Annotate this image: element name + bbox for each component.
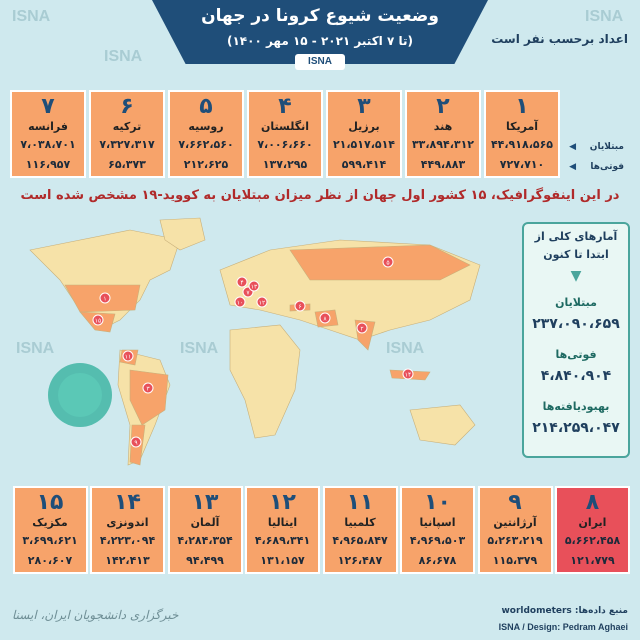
country-deaths: ۱۱۶،۹۵۷: [25, 158, 71, 171]
country-name: مکزیک: [32, 516, 68, 529]
marker-number: ۱۴: [404, 371, 412, 379]
country-cases: ۷،۰۰۶،۶۶۰: [257, 138, 313, 151]
country-deaths: ۵۹۹،۴۱۴: [341, 158, 387, 171]
top-countries-strip: [10, 90, 630, 178]
country-card: [90, 486, 165, 574]
country-card: [168, 486, 243, 574]
country-cases: ۲۱،۵۱۷،۵۱۴: [332, 138, 396, 151]
country-cases: ۴،۹۶۹،۵۰۳: [409, 534, 466, 547]
country-rank: ۱۱: [346, 490, 374, 515]
country-rank: ۱۴: [114, 490, 141, 515]
country-deaths: ۱۳۷،۲۹۵: [262, 158, 308, 171]
country-name: آمریکا: [505, 120, 539, 133]
country-cases: ۳۳،۸۹۴،۳۱۲: [411, 138, 475, 151]
country-cases: ۴۴،۹۱۸،۵۶۵: [490, 138, 554, 151]
country-rank: ۱۰: [424, 490, 451, 515]
country-cases: ۴،۲۸۴،۳۵۴: [177, 534, 233, 547]
total-deaths-value: ۴،۸۴۰،۹۰۴: [540, 368, 612, 384]
country-name: فرانسه: [28, 120, 68, 133]
source-note: منبع داده‌ها: worldometers: [501, 606, 628, 616]
agency-logo-text: خبرگزاری دانشجویان ایران، ایسنا: [12, 608, 179, 622]
country-name: انگلستان: [261, 120, 309, 133]
country-deaths: ۲۸۰،۶۰۷: [27, 554, 73, 567]
country-cases: ۵،۲۶۳،۲۱۹: [487, 534, 543, 547]
total-recovered-label: بهبودیافته‌ها: [542, 400, 610, 413]
page-title: وضعیت شیوع کرونا در جهان: [201, 6, 439, 26]
country-deaths: ۱۴۲،۴۱۳: [105, 554, 150, 567]
deaths-row-label: فوتی‌ها: [590, 162, 624, 172]
country-rank: ۹: [508, 490, 522, 515]
marker-number: ۹: [134, 439, 138, 447]
country-deaths: ۱۳۱،۱۵۷: [260, 554, 305, 567]
marker-number: ۱۰: [236, 299, 244, 307]
marker-number: ۴: [240, 279, 244, 287]
watermark: ISNA: [12, 8, 51, 25]
total-recovered-value: ۲۱۴،۲۵۹،۰۴۷: [532, 420, 620, 436]
world-map: [10, 210, 510, 490]
marker-number: ۶: [298, 303, 302, 311]
country-card: [555, 486, 630, 574]
map-marker: [131, 437, 141, 447]
country-name: ترکیه: [112, 120, 142, 133]
country-card: [13, 486, 88, 574]
marker-number: ۵: [386, 259, 390, 267]
australia-shape: [410, 405, 475, 445]
country-deaths: ۲۱۲،۶۲۵: [183, 158, 229, 171]
country-card: [89, 90, 165, 178]
watermark: ISNA: [104, 48, 143, 65]
country-name: آلمان: [190, 516, 220, 529]
stats-heading-line2: ابتدا تا کنون: [543, 248, 609, 261]
country-name: آرژانتین: [493, 516, 537, 529]
watermark: ISNA: [585, 8, 624, 25]
map-marker: [257, 297, 267, 307]
marker-number: ۱۵: [94, 317, 102, 325]
country-deaths: ۱۲۱،۷۷۹: [570, 554, 615, 567]
map-marker: [295, 301, 305, 311]
country-rank: ۵: [199, 94, 213, 119]
isna-badge: ISNA: [295, 54, 345, 70]
bottom-countries-strip: [10, 486, 630, 574]
total-deaths-label: فوتی‌ها: [555, 348, 597, 361]
watermark: ISNA: [180, 340, 219, 357]
deaths-arrow-icon: ◀: [569, 162, 576, 172]
stats-heading-line1: آمارهای کلی از: [534, 230, 618, 243]
country-name: کلمبیا: [344, 516, 376, 529]
country-deaths: ۷۲۷،۷۱۰: [499, 158, 545, 171]
country-deaths: ۱۱۵،۳۷۹: [492, 554, 538, 567]
country-rank: ۴: [278, 94, 292, 119]
description: در این اینفوگرافیک، ۱۵ کشور اول جهان از نظر میزان مبتلایان به کووید-۱۹ مشخص شده است: [20, 188, 620, 203]
marker-number: ۳: [146, 385, 150, 393]
map-marker: [123, 351, 133, 361]
map-marker: [100, 293, 110, 303]
chevron-down-icon: ▼: [570, 268, 582, 284]
marker-number: ۲: [360, 325, 364, 333]
country-name: برزیل: [348, 120, 380, 133]
map-marker: [235, 297, 245, 307]
country-rank: ۷: [41, 94, 55, 119]
map-marker: [383, 257, 393, 267]
country-card: [484, 90, 560, 178]
country-deaths: ۴۴۹،۸۸۳: [420, 158, 466, 171]
country-rank: ۱: [515, 94, 529, 119]
country-cases: ۴،۲۲۳،۰۹۴: [99, 534, 156, 547]
country-card: [323, 486, 398, 574]
country-rank: ۸: [585, 490, 600, 515]
map-marker: [403, 369, 413, 379]
country-deaths: ۶۵،۳۷۳: [108, 158, 146, 171]
units-note: اعداد برحسب نفر است: [491, 32, 628, 46]
marker-number: ۸: [323, 315, 327, 323]
country-deaths: ۱۲۶،۴۸۷: [337, 554, 383, 567]
watermark: ISNA: [386, 340, 425, 357]
country-name: ایران: [578, 516, 607, 529]
country-cases: ۴،۹۶۵،۸۴۷: [332, 534, 388, 547]
country-name: ایتالیا: [267, 516, 298, 529]
country-cases: ۵،۶۶۲،۴۵۸: [564, 534, 621, 547]
marker-number: ۱۳: [250, 283, 258, 291]
cases-row-label: مبتلایان: [589, 142, 624, 152]
country-cases: ۳،۶۹۹،۶۲۱: [22, 534, 78, 547]
country-card: [10, 90, 86, 178]
map-marker: [143, 383, 153, 393]
country-name: اسپانیا: [419, 516, 456, 529]
country-card: [245, 486, 320, 574]
date-subtitle: (تا ۷ اکتبر ۲۰۲۱ - ۱۵ مهر ۱۴۰۰): [227, 34, 413, 48]
country-rank: ۶: [120, 94, 134, 119]
country-name: روسیه: [188, 120, 224, 133]
country-card: [478, 486, 553, 574]
country-rank: ۳: [357, 94, 371, 119]
country-cases: ۷،۶۶۲،۵۶۰: [178, 138, 234, 151]
country-rank: ۱۵: [36, 490, 64, 515]
country-rank: ۱۳: [191, 490, 219, 515]
country-deaths: ۸۶،۶۷۸: [418, 554, 457, 567]
map-marker: [320, 313, 330, 323]
country-card: [168, 90, 244, 178]
cases-arrow-icon: ◀: [569, 142, 576, 152]
total-cases-value: ۲۳۷،۰۹۰،۶۵۹: [532, 316, 620, 332]
country-rank: ۱۲: [269, 490, 296, 515]
country-cases: ۷،۳۲۷،۳۱۷: [99, 138, 155, 151]
country-card: [405, 90, 481, 178]
map-marker: [249, 281, 259, 291]
country-cases: ۷،۰۳۸،۷۰۱: [20, 138, 76, 151]
map-marker: [357, 323, 367, 333]
country-card: [326, 90, 402, 178]
africa-shape: [230, 325, 300, 438]
country-card: [247, 90, 323, 178]
watermark: ISNA: [16, 340, 55, 357]
marker-number: ۱۲: [258, 299, 266, 307]
design-credit: ISNA / Design: Pedram Aghaei: [498, 622, 628, 632]
marker-number: ۷: [246, 289, 250, 297]
total-cases-label: مبتلایان: [555, 296, 597, 309]
country-cases: ۴،۶۸۹،۳۴۱: [254, 534, 311, 547]
country-rank: ۲: [436, 94, 450, 119]
global-stats-panel: [522, 222, 630, 458]
country-card: [400, 486, 475, 574]
country-deaths: ۹۴،۴۹۹: [186, 554, 224, 567]
map-marker: [237, 277, 247, 287]
country-name: اندونزی: [106, 516, 149, 529]
virus-graphic: [48, 363, 112, 427]
country-name: هند: [433, 120, 453, 133]
marker-number: ۱۱: [124, 353, 132, 361]
map-marker: [93, 315, 103, 325]
marker-number: ۱: [103, 295, 107, 303]
